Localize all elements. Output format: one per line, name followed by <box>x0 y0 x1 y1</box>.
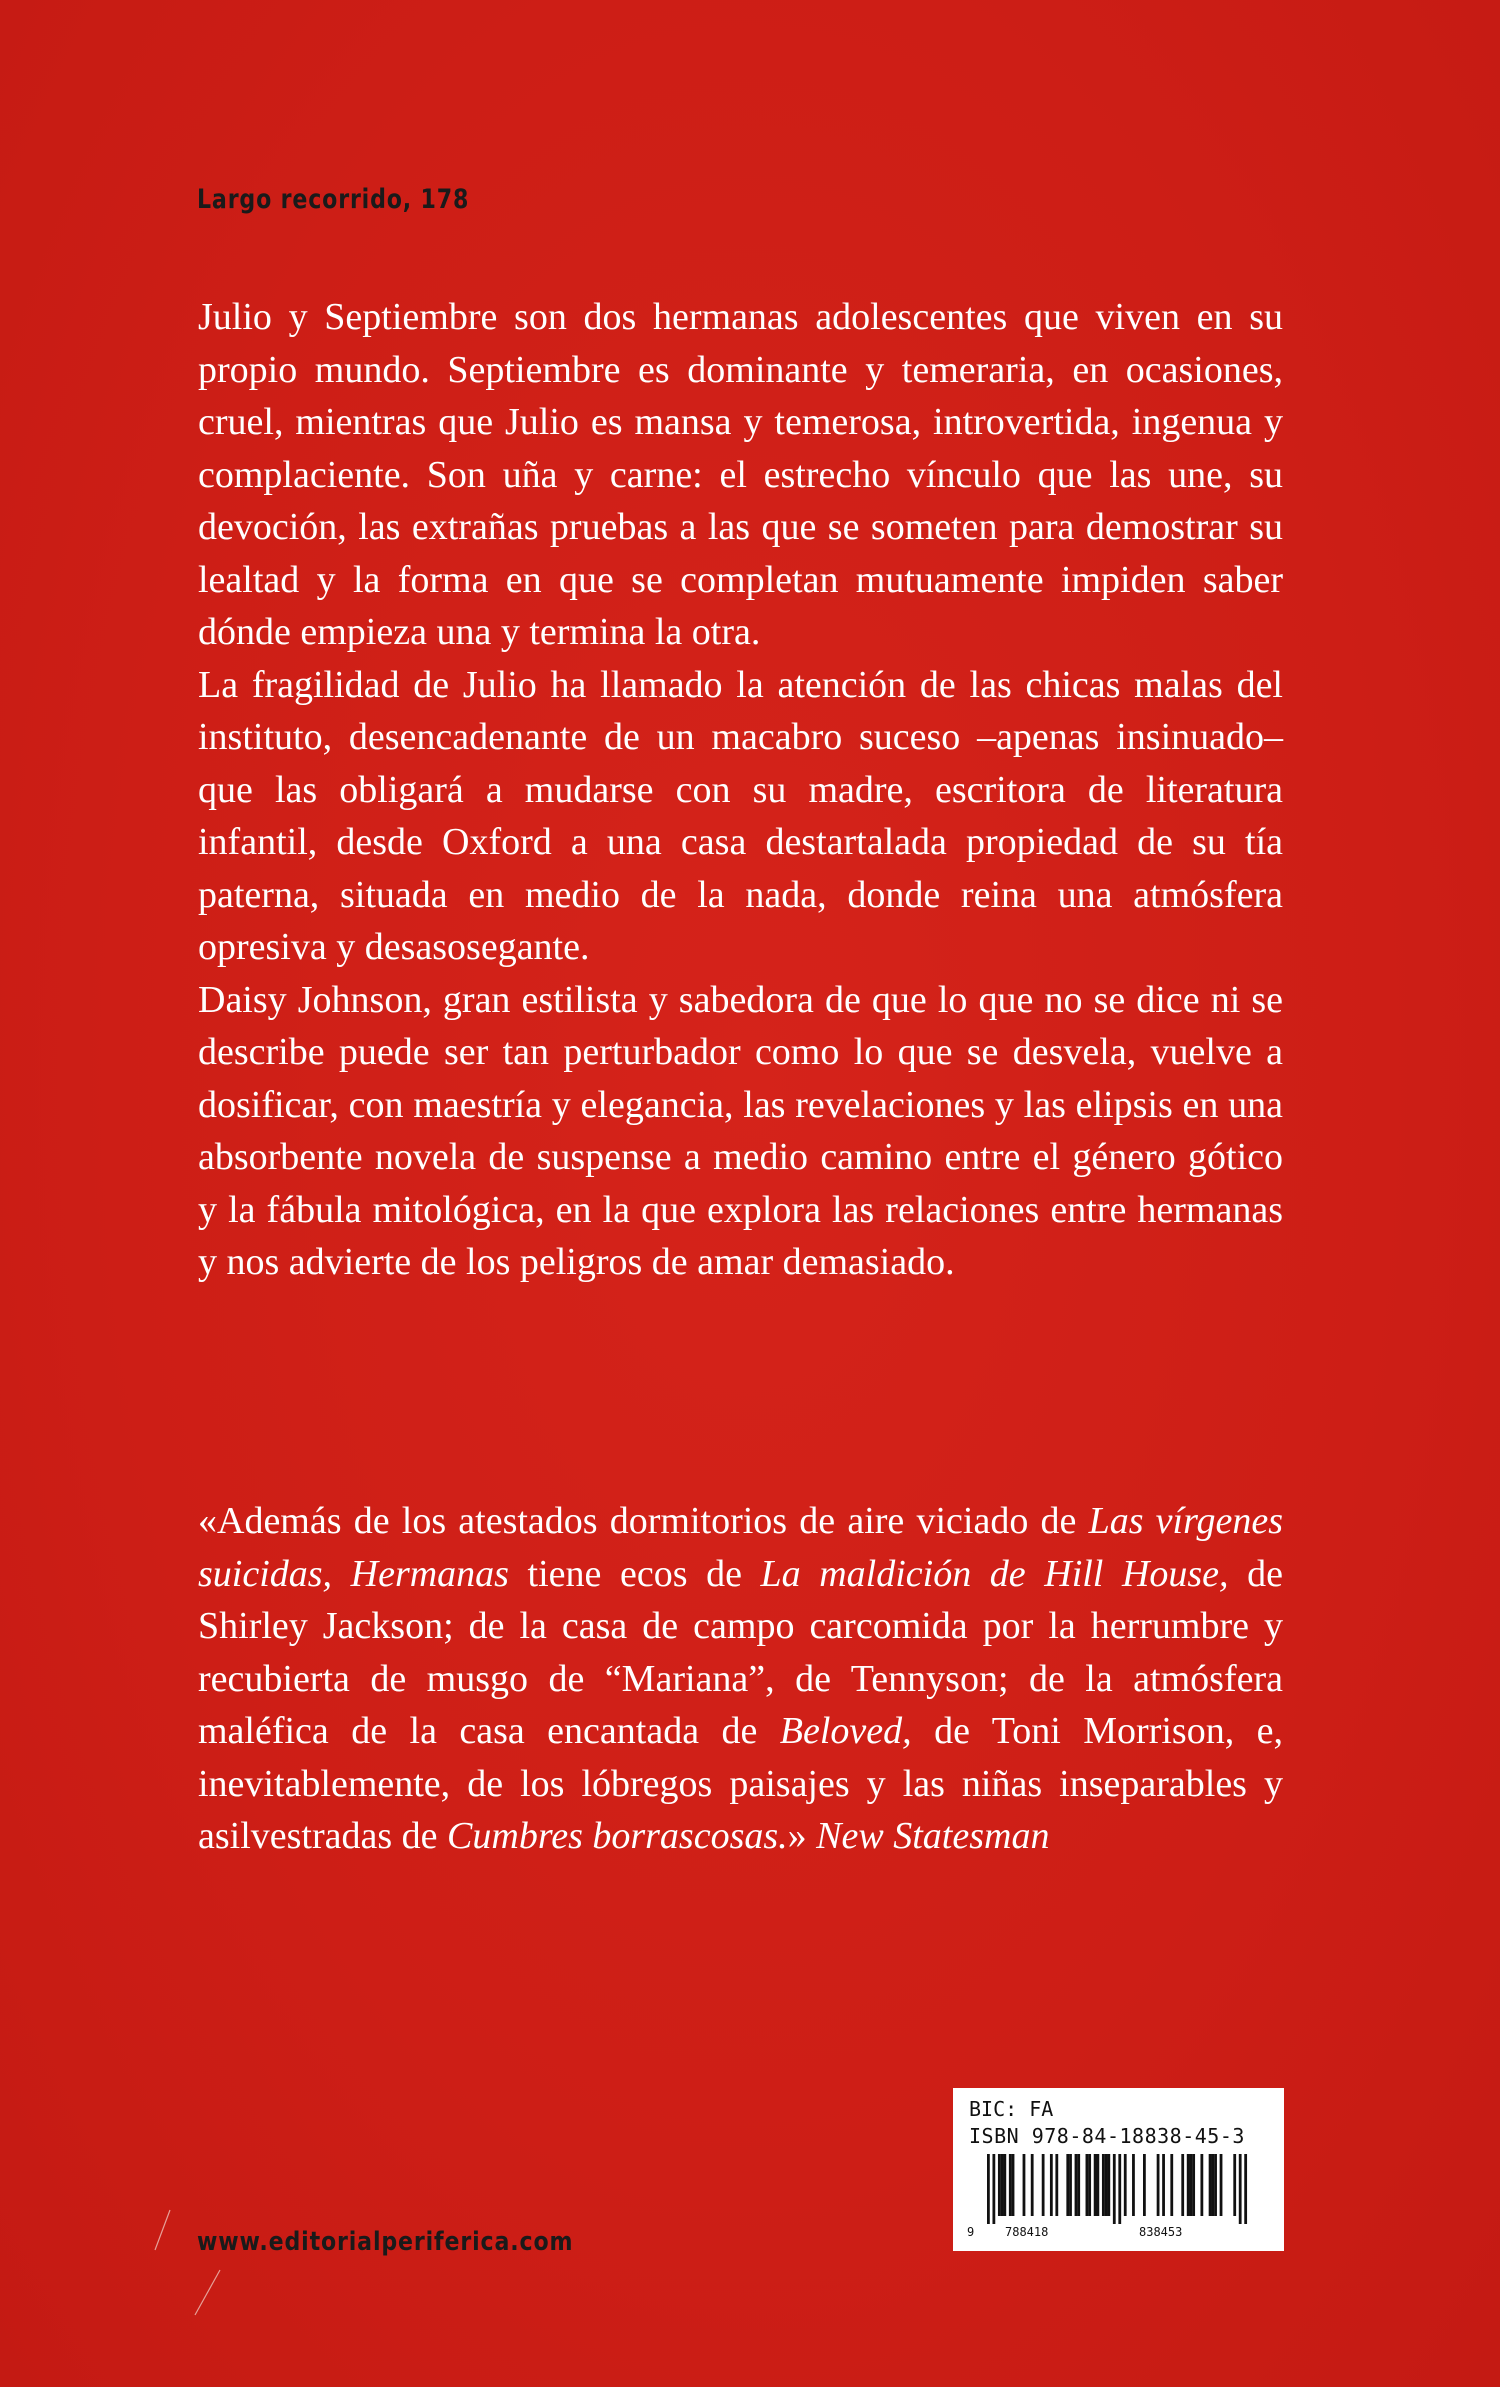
synopsis <box>198 291 1283 1289</box>
barcode-bar <box>1220 2154 1223 2216</box>
barcode-bar <box>1118 2154 1121 2224</box>
barcode-bar <box>1086 2154 1089 2216</box>
isbn-number: ISBN 978-84-18838-45-3 <box>969 2124 1245 2148</box>
barcode-digits-left: 788418 <box>1005 2225 1049 2239</box>
quote-text: de Shirley Jackson; de la casa de campo carcomida por la herrumbre y recubierta de musgo de “Mariana”, de Tennyson; de la atmósfera maléfica de la casa encantada de <box>198 1552 1283 1752</box>
barcode-bar <box>1088 2154 1091 2216</box>
quote-source: New Statesman <box>816 1815 1050 1857</box>
barcode-bar <box>1012 2154 1015 2216</box>
barcode-bar <box>1124 2154 1127 2216</box>
barcode-bar <box>1107 2154 1110 2216</box>
barcode-bar <box>987 2154 990 2224</box>
barcode-bar <box>1162 2154 1165 2216</box>
barcode-bar <box>1157 2154 1160 2216</box>
barcode-bar <box>1102 2154 1105 2216</box>
barcode-bar <box>1042 2154 1045 2216</box>
quote-text: » <box>787 1815 817 1857</box>
barcode-bar <box>1214 2154 1217 2216</box>
barcode-bar <box>1077 2154 1080 2216</box>
barcode-bar <box>1096 2154 1099 2216</box>
barcode-bar <box>1031 2154 1034 2216</box>
press-quote <box>198 1495 1283 1863</box>
barcode-bar <box>1023 2154 1026 2216</box>
barcode-bar <box>992 2154 995 2224</box>
synopsis-paragraph: La fragilidad de Julio ha llamado la atención de las chicas malas del instituto, desencadenante de un macabro suceso –apenas insinuado– que las obligará a mudarse con su madre, escritora de literatura infantil, desde Oxford a una casa destartalada propiedad de su tía paterna, situada en medio de la nada, donde reina una atmósfera opresiva y desasosegante. <box>198 663 1283 968</box>
quote-title: La maldición de Hill House, <box>760 1552 1229 1595</box>
synopsis-paragraph: Julio y Septiembre son dos hermanas adolescentes que viven en su propio mundo. Septiembre es dominante y temeraria, en ocasiones, cruel, mientras que Julio es mansa y temerosa, introvertida, ingenua y complaciente. Son uña y carne: el estrecho vínculo que las une, su devoción, las extrañas pruebas a las que se someten para demostrar su lealtad y la forma en que se completan mutuamente impiden saber dónde empieza una y termina la otra. <box>198 296 1283 653</box>
quote-title: Beloved, <box>779 1710 912 1752</box>
series-label: Largo recorrido, 178 <box>197 184 470 215</box>
quote-text: tiene ecos de <box>508 1552 761 1595</box>
barcode-bar <box>1211 2154 1214 2216</box>
barcode-bar <box>998 2154 1001 2216</box>
quote-title: Las vírgenes suicidas, Hermanas <box>198 1500 1283 1595</box>
quote-text: de Toni Morrison, e, inevitablemente, de los lóbregos paisajes y las niñas inseparables y asilvestradas de <box>198 1710 1283 1857</box>
barcode-bar <box>1069 2154 1072 2216</box>
barcode-bar <box>1239 2154 1242 2224</box>
barcode-bar <box>1200 2154 1203 2216</box>
barcode-bar <box>1209 2154 1212 2216</box>
barcode-icon <box>967 2154 1267 2224</box>
quote-text: «Además de los atestados dormitorios de aire viciado de <box>198 1500 1089 1542</box>
publisher-website[interactable]: www.editorialperiferica.com <box>197 2227 574 2257</box>
barcode-bar <box>1170 2154 1173 2216</box>
barcode-bar <box>1113 2154 1116 2224</box>
bic-code: BIC: FA <box>969 2097 1054 2121</box>
barcode-digit-lead: 9 <box>967 2225 975 2239</box>
barcode-bar <box>1075 2154 1078 2216</box>
barcode-bar <box>1244 2154 1247 2224</box>
barcode-bar <box>1192 2154 1195 2216</box>
barcode-bar <box>1001 2154 1004 2216</box>
barcode-digits-right: 838453 <box>1139 2225 1183 2239</box>
barcode-bar <box>1190 2154 1193 2216</box>
synopsis-paragraph: Daisy Johnson, gran estilista y sabedora de que lo que no se dice ni se describe puede ser tan perturbador como lo que se desvela, vuelve a dosificar, con maestría y elegancia, las revelaciones y las elipsis en una absorbente novela de suspense a medio camino entre el género gótico y la fábula mitológica, en la que explora las relaciones entre hermanas y nos advierte de los peligros de amar demasiado. <box>198 978 1283 1283</box>
barcode-bar <box>1233 2154 1236 2216</box>
quote-title: Cumbres borrascosas. <box>447 1815 788 1857</box>
barcode-bar <box>1009 2154 1012 2216</box>
barcode-bar <box>1187 2154 1190 2216</box>
barcode-bar <box>1050 2154 1053 2216</box>
barcode-bar <box>1066 2154 1069 2216</box>
barcode-bar <box>1143 2154 1146 2216</box>
barcode-bar <box>1132 2154 1135 2216</box>
barcode-bar <box>1055 2154 1058 2216</box>
barcode-label <box>953 2088 1284 2251</box>
barcode-bar <box>1003 2154 1006 2216</box>
barcode-bar <box>1094 2154 1097 2216</box>
barcode-digits <box>967 2225 1267 2243</box>
barcode-bar <box>1181 2154 1184 2216</box>
barcode-bar <box>1105 2154 1108 2216</box>
